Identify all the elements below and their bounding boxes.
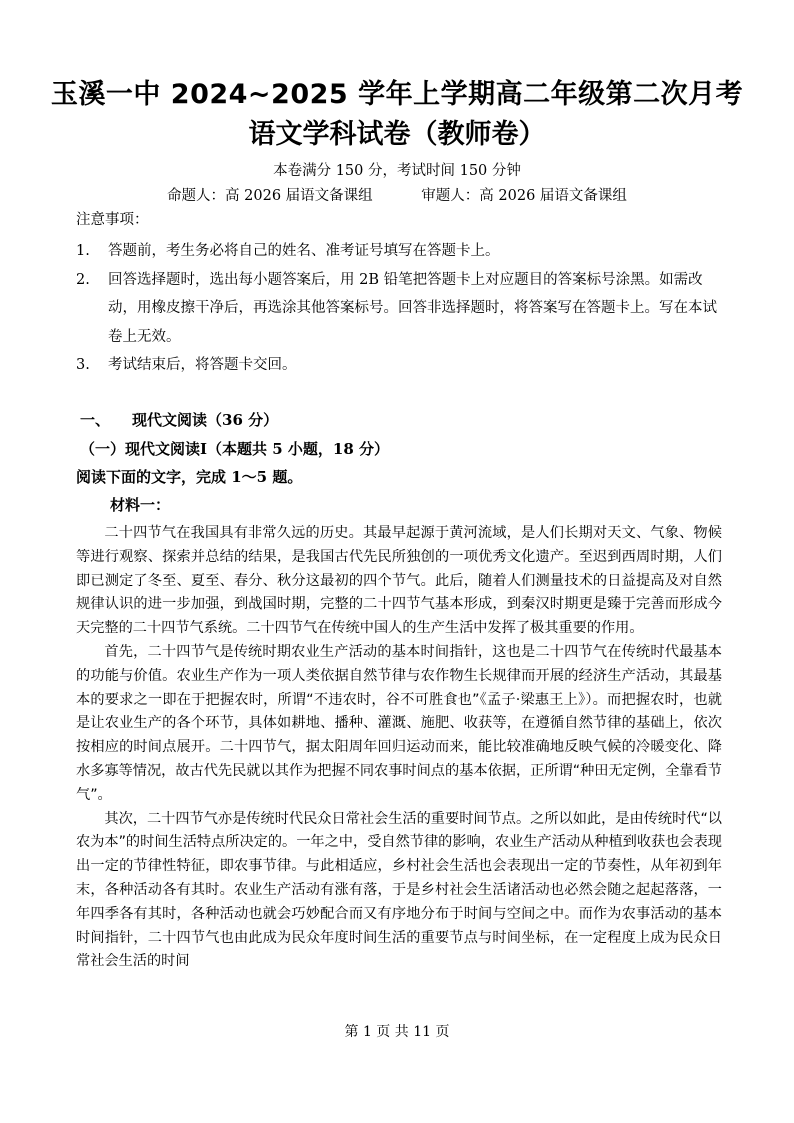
exam-title: 玉溪一中 2024~2025 学年上学期高二年级第二次月考	[50, 79, 744, 110]
notice-item	[76, 351, 724, 380]
material-body	[76, 522, 722, 974]
exam-subtitle: 语文学科试卷（教师卷）	[248, 119, 546, 150]
notice-item-text: 考试结束后，将答题卡交回。	[108, 357, 297, 373]
notice-item-number: 1.	[76, 243, 90, 259]
author-line	[0, 186, 794, 206]
notice-item-text: 回答选择题时，选出每小题答案后，用 2B 铅笔把答题卡上对应题目的答案标号涂黑。如需改动，用橡皮擦干净后，再选涂其他答案标号。回答非选择题时，将答案写在答题卡上。写在本试卷上无效。	[108, 271, 717, 345]
section-heading	[80, 409, 278, 431]
setter-info: 命题人：高 2026 届语文备课组	[167, 188, 373, 204]
score-time-info: 本卷满分 150 分，考试时间 150 分钟	[273, 163, 521, 179]
notice-item-text: 答题前，考生务必将自己的姓名、准考证号填写在答题卡上。	[108, 243, 500, 259]
section-title: 现代文阅读（36 分）	[132, 411, 279, 429]
paragraph: 首先，二十四节气是传统时期农业生产活动的基本时间指针，这也是二十四节气在传统时代最基本的功能与价值。农业生产作为一项人类依据自然节律与农作物生长规律而开展的经济生产活动，其最基本的要求之一即在于把握农时，所谓“不违农时，谷不可胜食也”《孟子·梁惠王上》）。而把握农时，也就是让农业生产的各个环节，具体如耕地、播种、灌溉、施肥、收获等，在遵循自然节律的基础上，依次按相应的时间点展开。二十四节气，据太阳周年回归运动而来，能比较准确地反映气候的冷暖变化、降水多寡等情况，故古代先民就以其作为把握不同农事时间点的基本依据，正所谓“种田无定例，全靠看节气”。	[76, 643, 722, 803]
notice-item-number: 3.	[76, 357, 90, 373]
reading-instruction: 阅读下面的文字，完成 1～5 题。	[76, 468, 303, 486]
material-label: 材料一：	[110, 496, 171, 514]
reviewer-info: 审题人：高 2026 届语文备课组	[421, 188, 627, 204]
notice-item	[76, 237, 724, 266]
notice-list	[76, 237, 724, 380]
paragraph: 二十四节气在我国具有非常久远的历史。其最早起源于黄河流域，是人们长期对天文、气象、物候等进行观察、探索并总结的结果，是我国古代先民所独创的一项优秀文化遗产。至迟到西周时期，人们即已测定了冬至、夏至、春分、秋分这最初的四个节气。此后，随着人们测量技术的日益提高及对自然规律认识的进一步加强，到战国时期，完整的二十四节气基本形成，到秦汉时期更是臻于完善而形成今天完整的二十四节气系统。二十四节气在传统中国人的生产生活中发挥了极其重要的作用。	[76, 525, 722, 637]
subsection-heading: （一）现代文阅读Ⅰ（本题共 5 小题，18 分）	[80, 440, 389, 458]
paragraph: 其次，二十四节气亦是传统时代民众日常社会生活的重要时间节点。之所以如此，是由传统时代“以农为本”的时间生活特点所决定的。一年之中，受自然节律的影响，农业生产活动从种植到收获也会表现出一定的节律性特征，即农事节律。与此相适应，乡村社会生活也会表现出一定的节奏性，从年初到年末，各种活动各有其时。农业生产活动有涨有落，于是乡村社会生活诸活动也必然会随之起起落落，一年四季各有其时，各种活动也就会巧妙配合而又有序地分布于时间与空间之中。而作为农事活动的基本时间指针，二十四节气也由此成为民众年度时间生活的重要节点与时间坐标，在一定程度上成为民众日常社会生活的时间	[76, 810, 722, 970]
notice-item-number: 2.	[76, 271, 90, 288]
section-number: 一、	[80, 411, 111, 429]
notice-item	[76, 266, 724, 352]
notice-heading: 注意事项：	[76, 212, 149, 228]
page-footer: 第 1 页 共 11 页	[344, 1024, 450, 1040]
